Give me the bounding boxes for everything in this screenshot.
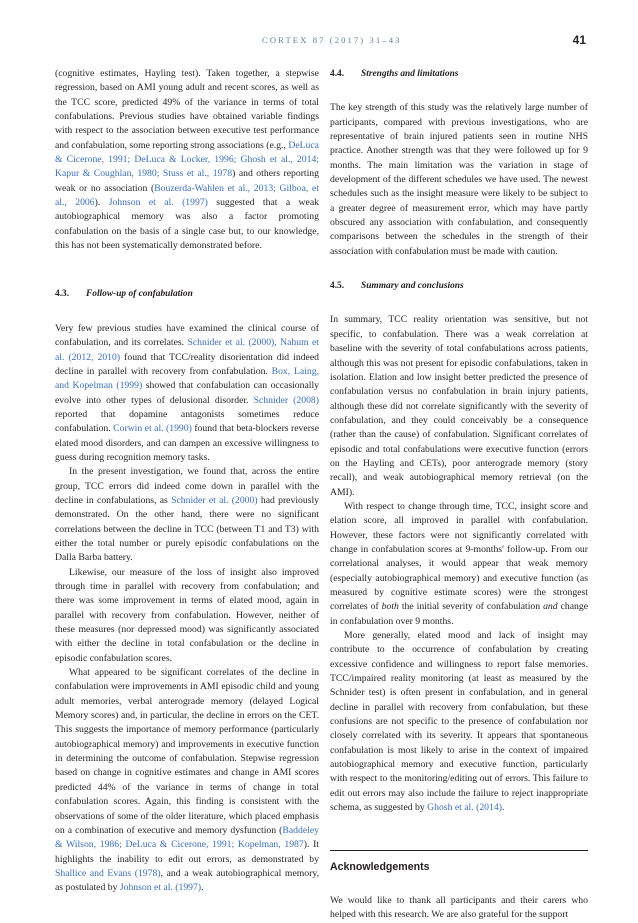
text-run: (cognitive estimates, Hayling test). Taken together, a stepwise regression, based on AMI young adult and recent scores, as well as the TCC score, predicted 49% of the variance in terms of total confabulations. Previous studies have obtained variable findings with respect to the association between executive test performance and confabulation, some reporting strong associations (e.g.,: [55, 68, 319, 151]
section-number: 4.3.: [55, 289, 70, 300]
citation-link[interactable]: Schnider et al. (2000), Nahum et al. (2012, 2010): [55, 337, 319, 363]
text-run: suggested that a weak autobiographical memory was also a factor promoting confabulation on the basis of a single case but, to our knowledge, this has not been systematically demonstrated before.: [55, 197, 319, 252]
section-number: 4.5.: [330, 281, 345, 292]
citation-link[interactable]: DeLuca & Cicerone, 1991; DeLuca & Locker, 1996; Ghosh et al., 2014; Kapur & Coughlan, 1980; Stuss et al., 1978: [55, 139, 319, 180]
text-run: Very few previous studies have examined the clinical course of confabulation, and its correlates.: [55, 322, 319, 349]
citation-link[interactable]: Corwin et al. (1990): [113, 423, 192, 435]
citation-link[interactable]: Schnider (2008): [253, 394, 319, 406]
text-run: With respect to change through time, TCC, insight score and elation score, all improved in parallel with confabulation. However, these factors were not significantly correlated with change in confabulation scores at 9-months' follow-up. From our correlational analyses, it would appear that weak memory (especially autobiographical memory) and executive function (as measured by cognitive estimate scores) were the strongest correlates of: [330, 500, 588, 613]
journal-header: CORTEX 87 (2017) 31–43: [262, 35, 402, 45]
text-run: had previously demonstrated. On the other hand, there were no significant correlations between the decline in TCC (between T1 and T3) with either the total number or purely episodic confabulations on the Dalla Barba battery.: [55, 494, 320, 564]
paragraph: [55, 322, 319, 465]
section-title: Summary and conclusions: [361, 281, 464, 292]
paragraph: The key strength of this study was the relatively large number of participants, compared with previous investigations, who are representative of brain injured patients seen in routine NHS practice. Another strength was that they were followed up for 9 months. The main limitation was the variation in stage of development of the different schedules we have used. The newest schedules such as the insight measure were likely to be subject to a greater degree of measurement error, which may have partly obscured any association with confabulation, and consequently comparisons between the schedules in the strength of their association with confabulation must be made with caution.: [330, 102, 588, 257]
text-run: change in confabulation over 9 months.: [330, 601, 589, 627]
section-heading-4-5: [330, 279, 588, 293]
paragraph: [330, 500, 588, 629]
right-column: [330, 67, 588, 923]
paragraph: [55, 666, 319, 896]
section-title: Strengths and limitations: [361, 69, 459, 79]
text-run: found that TCC/reality disorientation did indeed decline in parallel with recovery from confabulation.: [55, 351, 319, 377]
text-run: ).: [94, 197, 109, 209]
section-heading-4-3: [55, 287, 319, 301]
text-run: ) and others reporting weak or no association (: [55, 168, 319, 194]
running-header: [0, 34, 638, 50]
text-run: .: [201, 882, 204, 894]
section-number: 4.4.: [330, 69, 345, 79]
text-run: In the present investigation, we found that, across the entire group, TCC errors did indeed come down in parallel with the decline in confabulations, as: [55, 466, 319, 506]
left-column: [55, 67, 319, 896]
text-run: the initial severity of confabulation: [398, 601, 544, 613]
paragraph: [55, 67, 319, 253]
citation-link[interactable]: Bouzerda-Wahlen et al., 2013; Gilboa, et al., 2006: [55, 182, 320, 209]
text-run: , and a weak autobiographical memory, as postulated by: [55, 867, 319, 894]
citation-link[interactable]: Baddeley & Wilson, 1986; DeLuca & Cicerone, 1991; Kopelman, 1987: [55, 824, 319, 851]
citation-link[interactable]: Johnson et al. (1997): [119, 882, 202, 894]
paragraph: [330, 629, 588, 815]
text-run: found that beta-blockers reverse elated mood disorders, and can dampen an excessive willingness to guess during recognition memory tasks.: [55, 423, 319, 463]
citation-link[interactable]: Shallice and Evans (1978): [55, 867, 161, 879]
text-run: What appeared to be significant correlates of the decline in confabulation were improvements in AMI episodic child and young adult memories, verbal anterograde memory (delayed Logical Memory scores) and, in particular, the decline in errors on the CET. This suggests the importance of memory performance (particularly autobiographical memory) and improvements in executive function in determining the outcome of confabulation. Stepwise regression based on change in cognitive estimates and change in AMI scores predicted 44% of the variance in terms of change in total confabulation scores. Again, this finding is consistent with the observations of some of the older literature, which placed emphasis on a combination of executive and memory dysfunction (: [55, 667, 319, 836]
text-run: ). It highlights the inability to edit out errors, as demonstrated by: [55, 839, 319, 865]
citation-link[interactable]: Johnson et al. (1997): [108, 197, 208, 209]
text-run: reported that dopamine antagonists sometimes reduce confabulation.: [55, 408, 319, 435]
text-run: showed that confabulation can occasionally evolve into other types of delusional disorder.: [55, 380, 320, 406]
section-title: Follow-up of confabulation: [86, 289, 193, 300]
citation-link[interactable]: Ghosh et al. (2014): [427, 802, 502, 814]
acknowledgements-heading: Acknowledgements: [330, 860, 430, 873]
emphasis: and: [543, 601, 558, 613]
emphasis: both: [381, 601, 399, 613]
paragraph: Likewise, our measure of the loss of insight also improved through time in parallel with recovery from confabulation; and there was some improvement in terms of elated mood, again in parallel with recovery from confabulation. However, neither of these measures (nor depressed mood) was significantly associated with either the decline in total confabulation or the decline in episodic confabulation scores.: [55, 566, 319, 664]
text-run: .: [501, 802, 505, 814]
paragraph: We would like to thank all participants and their carers who helped with this research. We are also grateful for the support: [330, 894, 588, 921]
page-number: 41: [572, 33, 586, 47]
paragraph: [55, 465, 319, 565]
text-run: More generally, elated mood and lack of insight may contribute to the occurrence of confabulation by creating excessive confidence and willingness to report false memories. TCC/impaired reality monitoring (at least as measured by the Schnider test) is often present in confabulation, and in general decline in parallel with recovery from confabulation, but these confusions are not specific to the presence of confabulation nor closely correlated with its severity. It appears that spontaneous confabulation is most likely to arise in the context of impaired autobiographical memory and executive function, particularly with respect to the monitoring/editing out of errors. This failure to edit out errors may also include the failure to reject inappropriate schema, as suggested by: [330, 630, 588, 814]
citation-link[interactable]: Schnider et al. (2000): [171, 494, 258, 506]
paragraph: In summary, TCC reality orientation was sensitive, but not specific, to confabulation. There was a weak correlation at baseline with the severity of total confabulations across patients, although this was not present for episodic confabulations, taken in isolation. Elation and low insight better predicted the presence of confabulation versus no confabulation in brain injury patients, although these did not correlate significantly with the severity of confabulation, and they could conceivably be a consequence (rather than the cause) of confabulation. Significant correlates of episodic and total confabulations were executive function (errors on the Hayling and CETs), poor anterograde memory (story recall), and weak autobiographical memory retrieval (on the AMI).: [330, 314, 588, 498]
citation-link[interactable]: Box, Laing, and Kopelman (1999): [55, 365, 319, 392]
section-heading-4-4: [330, 67, 588, 81]
